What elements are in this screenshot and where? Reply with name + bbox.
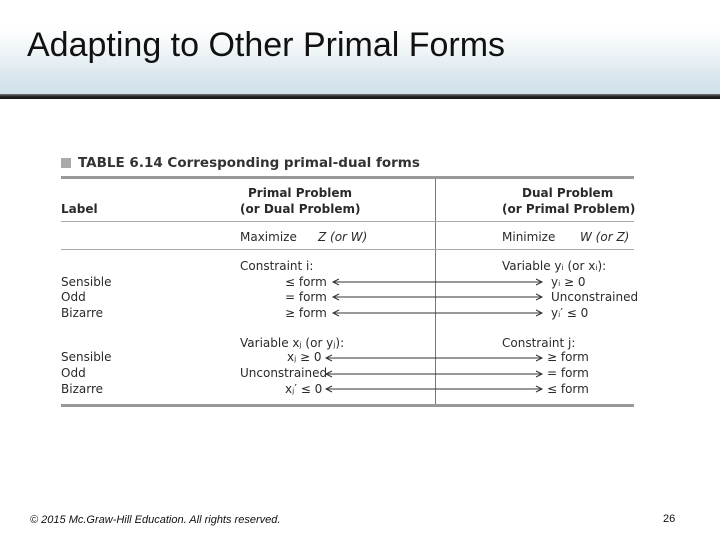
row-label: Bizarre	[61, 306, 103, 320]
dual-cell: ≤ form	[547, 382, 589, 396]
row-label: Odd	[61, 366, 86, 380]
row-label: Sensible	[61, 350, 112, 364]
slide-title: Adapting to Other Primal Forms	[27, 26, 506, 64]
dual-variable-heading: Variable yᵢ (or xᵢ):	[502, 259, 607, 273]
primal-objective-function: Z (or W)	[318, 230, 368, 244]
primal-cell: Unconstrained	[240, 366, 328, 380]
dual-objective-function: W (or Z)	[580, 230, 630, 244]
dual-cell: = form	[547, 366, 589, 380]
dual-cell: yᵢ ≥ 0	[551, 275, 586, 289]
dual-objective-verb: Minimize	[502, 230, 556, 244]
primal-cell: xⱼ ≥ 0	[287, 350, 322, 364]
header-dual-line2: (or Primal Problem)	[502, 202, 636, 216]
row-label: Sensible	[61, 275, 112, 289]
primal-variable-heading: Variable xⱼ (or yⱼ):	[240, 336, 345, 350]
copyright-footer: © 2015 Mc.Graw-Hill Education. All rights reserved.	[30, 514, 281, 526]
row-label: Bizarre	[61, 382, 103, 396]
primal-objective-verb: Maximize	[240, 230, 297, 244]
header-primal-line2: (or Dual Problem)	[240, 202, 361, 216]
page-number: 26	[663, 513, 676, 525]
primal-constraint-heading: Constraint i:	[240, 259, 314, 273]
primal-cell: xⱼ′ ≤ 0	[285, 382, 323, 396]
row-label: Odd	[61, 290, 86, 304]
dual-constraint-heading: Constraint j:	[502, 336, 576, 350]
primal-cell: ≥ form	[285, 306, 327, 320]
table-caption: TABLE 6.14 Corresponding primal-dual forms	[78, 155, 420, 171]
header-label: Label	[61, 202, 98, 216]
header-primal-line1: Primal Problem	[248, 186, 353, 200]
header-dual-line1: Dual Problem	[522, 186, 614, 200]
primal-cell: ≤ form	[285, 275, 327, 289]
primal-cell: = form	[285, 290, 327, 304]
dual-cell: yᵢ′ ≤ 0	[551, 306, 589, 320]
dual-cell: ≥ form	[547, 350, 589, 364]
dual-cell: Unconstrained	[551, 290, 639, 304]
